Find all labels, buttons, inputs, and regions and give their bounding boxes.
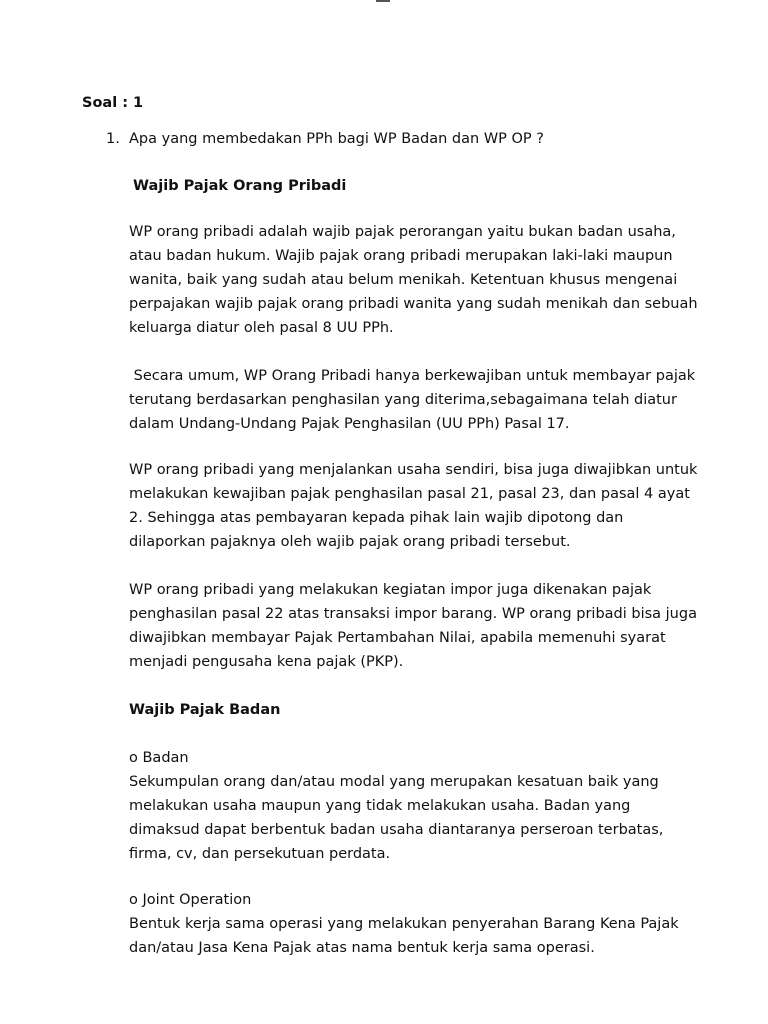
- op-paragraph-3: [129, 458, 704, 554]
- paragraph-line: atau badan hukum. Wajib pajak orang pribadi merupakan laki-laki maupun: [129, 248, 673, 264]
- paragraph-line: dimaksud dapat berbentuk badan usaha diantaranya perseroan terbatas,: [129, 822, 664, 838]
- op-paragraph-4: [129, 578, 704, 674]
- paragraph-line: firma, cv, dan persekutuan perdata.: [129, 846, 391, 862]
- paragraph-line: menjadi pengusaha kena pajak (PKP).: [129, 654, 404, 670]
- op-paragraph-2: [129, 364, 704, 436]
- op-section-heading: Wajib Pajak Orang Pribadi: [133, 178, 347, 194]
- paragraph-line: diwajibkan membayar Pajak Pertambahan Nilai, apabila memenuhi syarat: [129, 630, 666, 646]
- badan-item: [129, 746, 704, 866]
- joint-operation-title: o Joint Operation: [129, 892, 252, 908]
- paragraph-line: dan/atau Jasa Kena Pajak atas nama bentuk kerja sama operasi.: [129, 940, 595, 956]
- paragraph-line: keluarga diatur oleh pasal 8 UU PPh.: [129, 320, 394, 336]
- paragraph-line: 2. Sehingga atas pembayaran kepada pihak lain wajib dipotong dan: [129, 510, 624, 526]
- paragraph-line: WP orang pribadi yang menjalankan usaha sendiri, bisa juga diwajibkan untuk: [129, 462, 698, 478]
- question-text: Apa yang membedakan PPh bagi WP Badan dan WP OP ?: [129, 131, 544, 147]
- paragraph-line: WP orang pribadi yang melakukan kegiatan impor juga dikenakan pajak: [129, 582, 652, 598]
- paragraph-line: wanita, baik yang sudah atau belum menikah. Ketentuan khusus mengenai: [129, 272, 678, 288]
- paragraph-line: terutang berdasarkan penghasilan yang diterima,sebagaimana telah diatur: [129, 392, 677, 408]
- badan-item-title: o Badan: [129, 750, 189, 766]
- op-paragraph-1: [129, 220, 704, 340]
- paragraph-line: WP orang pribadi adalah wajib pajak perorangan yaitu bukan badan usaha,: [129, 224, 676, 240]
- paragraph-line: Sekumpulan orang dan/atau modal yang merupakan kesatuan baik yang: [129, 774, 659, 790]
- badan-section-heading: Wajib Pajak Badan: [129, 702, 281, 718]
- joint-operation-item: [129, 888, 704, 960]
- paragraph-line: dilaporkan pajaknya oleh wajib pajak orang pribadi tersebut.: [129, 534, 571, 550]
- paragraph-line: melakukan kewajiban pajak penghasilan pasal 21, pasal 23, dan pasal 4 ayat: [129, 486, 690, 502]
- paragraph-line: penghasilan pasal 22 atas transaksi impor barang. WP orang pribadi bisa juga: [129, 606, 697, 622]
- paragraph-line: perpajakan wajib pajak orang pribadi wanita yang sudah menikah dan sebuah: [129, 296, 698, 312]
- page-top-marker: [376, 0, 390, 2]
- paragraph-line: Bentuk kerja sama operasi yang melakukan penyerahan Barang Kena Pajak: [129, 916, 679, 932]
- paragraph-line: melakukan usaha maupun yang tidak melakukan usaha. Badan yang: [129, 798, 631, 814]
- paragraph-line: dalam Undang-Undang Pajak Penghasilan (UU PPh) Pasal 17.: [129, 416, 570, 432]
- soal-label: Soal : 1: [82, 95, 144, 111]
- paragraph-line: Secara umum, WP Orang Pribadi hanya berkewajiban untuk membayar pajak: [129, 368, 696, 384]
- question-number: 1.: [106, 131, 120, 147]
